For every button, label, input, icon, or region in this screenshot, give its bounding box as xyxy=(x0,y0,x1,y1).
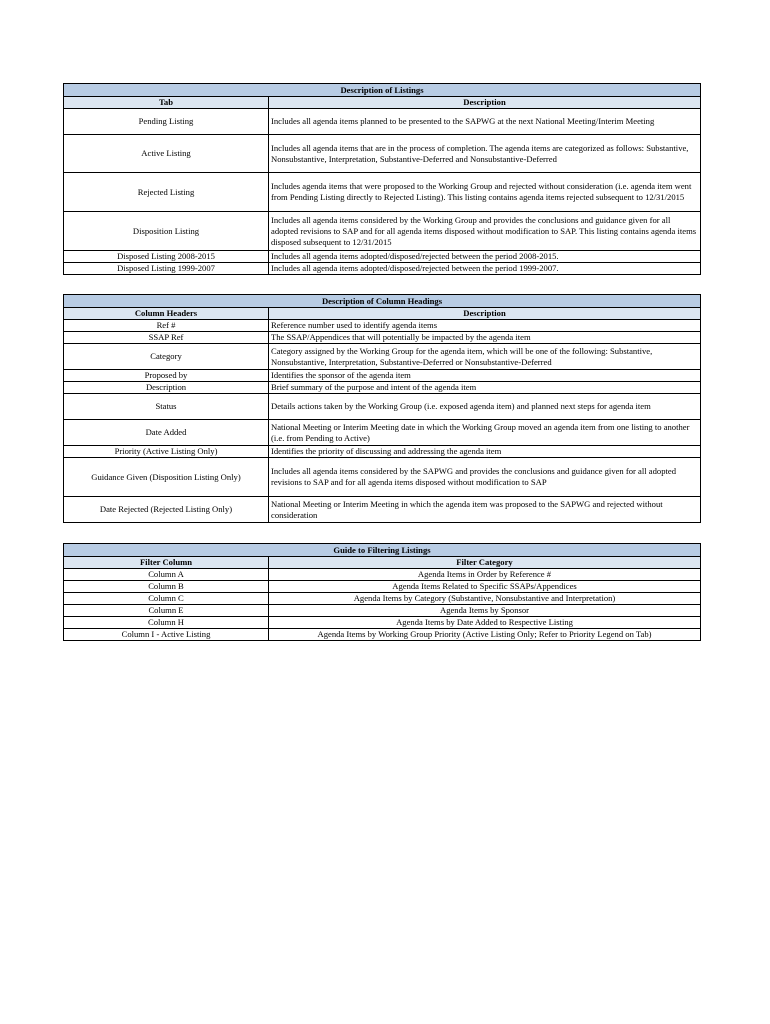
row-label: Column H xyxy=(64,617,269,629)
row-label: Category xyxy=(64,344,269,370)
row-description: Includes all agenda items adopted/disposed/rejected between the period 2008-2015. xyxy=(269,251,701,263)
table-row xyxy=(64,446,701,458)
table-row xyxy=(64,497,701,523)
row-label: Disposition Listing xyxy=(64,212,269,251)
headings-col2-header: Description xyxy=(269,308,701,320)
table-row xyxy=(64,263,701,275)
row-label: Guidance Given (Disposition Listing Only) xyxy=(64,458,269,497)
row-description: Agenda Items by Working Group Priority (Active Listing Only; Refer to Priority Legend on Tab) xyxy=(269,629,701,641)
row-label: Status xyxy=(64,394,269,420)
row-description: Includes all agenda items planned to be presented to the SAPWG at the next National Meeting/Interim Meeting xyxy=(269,109,701,135)
table-row xyxy=(64,569,701,581)
row-description: The SSAP/Appendices that will potentially be impacted by the agenda item xyxy=(269,332,701,344)
table-row xyxy=(64,173,701,212)
table-row xyxy=(64,212,701,251)
row-description: Details actions taken by the Working Group (i.e. exposed agenda item) and planned next steps for agenda item xyxy=(269,394,701,420)
table-row xyxy=(64,458,701,497)
table-row xyxy=(64,581,701,593)
row-description: Category assigned by the Working Group for the agenda item, which will be one of the following: Substantive, Nonsubstantive, Interpretation, Substantive-Deferred or Nonsubstantive-Deferred xyxy=(269,344,701,370)
row-label: SSAP Ref xyxy=(64,332,269,344)
row-description: Includes all agenda items that are in the process of completion. The agenda items are categorized as follows: Substantive, Nonsubstantive, Interpretation, Substantive-Deferred and Nonsubstantive-Deferred xyxy=(269,135,701,173)
row-label: Column E xyxy=(64,605,269,617)
table-row xyxy=(64,382,701,394)
row-description: Identifies the priority of discussing and addressing the agenda item xyxy=(269,446,701,458)
table-row xyxy=(64,394,701,420)
row-description: National Meeting or Interim Meeting date in which the Working Group moved an agenda item from one listing to another (i.e. from Pending to Active) xyxy=(269,420,701,446)
headings-col1-header: Column Headers xyxy=(64,308,269,320)
listings-col1-header: Tab xyxy=(64,97,269,109)
table-row xyxy=(64,251,701,263)
row-label: Column A xyxy=(64,569,269,581)
table-row xyxy=(64,320,701,332)
row-label: Proposed by xyxy=(64,370,269,382)
filtering-col1-header: Filter Column xyxy=(64,557,269,569)
table-row xyxy=(64,605,701,617)
headings-table xyxy=(63,294,701,523)
row-label: Column B xyxy=(64,581,269,593)
row-description: National Meeting or Interim Meeting in which the agenda item was proposed to the SAPWG and rejected without consideration xyxy=(269,497,701,523)
row-description: Agenda Items Related to Specific SSAPs/Appendices xyxy=(269,581,701,593)
row-description: Includes all agenda items considered by the SAPWG and provides the conclusions and guidance given for all adopted revisions to SAP and for all agenda items disposed without modification to SAP xyxy=(269,458,701,497)
row-label: Column I - Active Listing xyxy=(64,629,269,641)
filtering-table xyxy=(63,543,701,641)
listings-title: Description of Listings xyxy=(64,84,701,97)
listings-table xyxy=(63,83,701,275)
row-description: Agenda Items in Order by Reference # xyxy=(269,569,701,581)
row-label: Disposed Listing 1999-2007 xyxy=(64,263,269,275)
headings-title: Description of Column Headings xyxy=(64,295,701,308)
row-label: Pending Listing xyxy=(64,109,269,135)
row-label: Date Added xyxy=(64,420,269,446)
row-description: Includes all agenda items adopted/disposed/rejected between the period 1999-2007. xyxy=(269,263,701,275)
table-row xyxy=(64,344,701,370)
row-label: Disposed Listing 2008-2015 xyxy=(64,251,269,263)
row-label: Priority (Active Listing Only) xyxy=(64,446,269,458)
table-row xyxy=(64,617,701,629)
row-description: Agenda Items by Category (Substantive, Nonsubstantive and Interpretation) xyxy=(269,593,701,605)
filtering-title: Guide to Filtering Listings xyxy=(64,544,701,557)
table-row xyxy=(64,135,701,173)
row-label: Ref # xyxy=(64,320,269,332)
table-row xyxy=(64,420,701,446)
table-row xyxy=(64,593,701,605)
table-row xyxy=(64,629,701,641)
row-description: Identifies the sponsor of the agenda item xyxy=(269,370,701,382)
table-row xyxy=(64,332,701,344)
row-label: Description xyxy=(64,382,269,394)
row-description: Agenda Items by Date Added to Respective Listing xyxy=(269,617,701,629)
row-description: Agenda Items by Sponsor xyxy=(269,605,701,617)
row-description: Reference number used to identify agenda items xyxy=(269,320,701,332)
table-row xyxy=(64,370,701,382)
table-row xyxy=(64,109,701,135)
row-label: Column C xyxy=(64,593,269,605)
row-description: Includes all agenda items considered by the Working Group and provides the conclusions and guidance given for all adopted revisions to SAP and for all agenda items disposed without modification to SAP. This listing contains agenda items disposed subsequent to 12/31/2015 xyxy=(269,212,701,251)
row-label: Rejected Listing xyxy=(64,173,269,212)
row-description: Includes agenda items that were proposed to the Working Group and rejected without consideration (i.e. agenda item went from Pending Listing directly to Rejected Listing). This listing contains agenda items rejected subsequent to 12/31/2015 xyxy=(269,173,701,212)
row-label: Active Listing xyxy=(64,135,269,173)
row-description: Brief summary of the purpose and intent of the agenda item xyxy=(269,382,701,394)
filtering-col2-header: Filter Category xyxy=(269,557,701,569)
listings-col2-header: Description xyxy=(269,97,701,109)
row-label: Date Rejected (Rejected Listing Only) xyxy=(64,497,269,523)
